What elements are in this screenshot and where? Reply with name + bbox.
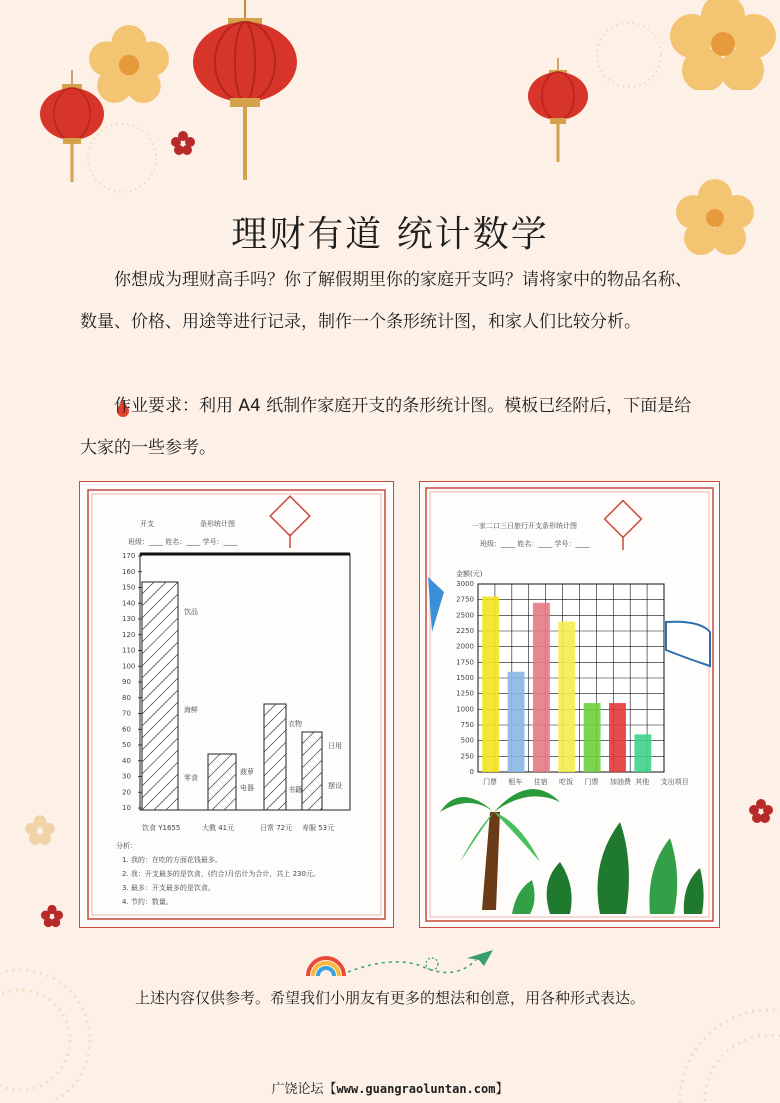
y-tick-label: 500 bbox=[460, 736, 474, 745]
x-tick-label: 其他 bbox=[635, 778, 650, 786]
analysis-line-1: 1. 我的：在吃的方面花钱最多。 bbox=[122, 856, 222, 864]
footer-url[interactable]: www.guangraoluntan.com bbox=[336, 1082, 496, 1096]
y-tick-label: 1500 bbox=[456, 674, 474, 682]
left-y-tick: 10 bbox=[122, 804, 131, 812]
analysis-line-2: 2. 我：开支最多的是饮食，(约合)月估计为合计，共上 230元。 bbox=[122, 870, 320, 878]
right-fields: 班级：____ 姓名：____ 学号：____ bbox=[480, 540, 590, 548]
left-y-tick: 170 bbox=[122, 552, 136, 560]
left-fields: 班级：____ 姓名：____ 学号：____ bbox=[128, 538, 238, 546]
left-y-ticks bbox=[122, 552, 142, 812]
flower-icon bbox=[170, 130, 196, 156]
lantern-icon bbox=[525, 58, 591, 168]
ring-icon bbox=[594, 20, 664, 90]
chart-bar bbox=[558, 622, 575, 772]
left-y-tick: 50 bbox=[122, 741, 131, 749]
y-tick-label: 3000 bbox=[456, 580, 474, 588]
x-tick-label: 门票 bbox=[483, 778, 498, 786]
rainbow-icon bbox=[306, 956, 346, 978]
side-label-9: 摆设 bbox=[328, 782, 342, 790]
y-tick-label: 1250 bbox=[456, 689, 474, 698]
right-sample-drawing bbox=[420, 482, 719, 927]
flower-icon bbox=[24, 814, 56, 846]
y-tick-label: 2750 bbox=[456, 595, 474, 604]
y-tick-label: 2000 bbox=[456, 642, 474, 651]
chart-bar bbox=[533, 603, 550, 772]
left-y-tick: 20 bbox=[122, 788, 131, 797]
sample-image-left bbox=[79, 481, 394, 928]
x-tick-label: 支出项目 bbox=[660, 778, 689, 786]
chart-bar bbox=[508, 672, 525, 772]
left-y-tick: 40 bbox=[122, 756, 131, 765]
chart-bar bbox=[482, 597, 499, 772]
left-y-tick: 100 bbox=[122, 662, 136, 671]
side-label-1: 饮品 bbox=[184, 608, 198, 616]
left-y-tick: 80 bbox=[122, 693, 131, 702]
chart-bar bbox=[609, 703, 626, 772]
y-tick-label: 1000 bbox=[456, 705, 474, 714]
side-label-2: 海鲜 bbox=[184, 706, 198, 714]
side-label-7: 书籍 bbox=[288, 786, 302, 794]
left-sample-drawing bbox=[80, 482, 393, 927]
x-tick-label: 租车 bbox=[508, 778, 523, 786]
left-y-tick: 90 bbox=[122, 678, 131, 686]
flower-icon bbox=[40, 904, 64, 928]
y-tick-label: 250 bbox=[460, 752, 474, 761]
page-title: 理财有道 统计数学 bbox=[231, 214, 549, 255]
side-label-6: 衣物 bbox=[288, 720, 302, 728]
palm-tree-illustration bbox=[440, 789, 704, 914]
y-tick-label: 750 bbox=[460, 721, 474, 729]
decor-shape-left bbox=[428, 577, 444, 632]
chart-bar bbox=[634, 734, 651, 772]
left-y-tick: 70 bbox=[122, 709, 131, 718]
right-heading: 一家二口三日旅行开支条形统计图 bbox=[472, 522, 577, 530]
analysis-title: 分析： bbox=[116, 842, 137, 850]
left-y-tick: 160 bbox=[122, 567, 136, 576]
flower-icon bbox=[668, 0, 778, 90]
decor-plane bbox=[666, 622, 710, 666]
y-tick-label: 1750 bbox=[456, 658, 474, 667]
y-tick-label: 2500 bbox=[456, 611, 474, 620]
footer-label: 广饶论坛【 bbox=[271, 1082, 337, 1097]
flower-icon bbox=[88, 24, 170, 106]
left-bar-label-1: 饮食 Y1655 bbox=[142, 824, 181, 832]
x-tick-label: 吃饭 bbox=[559, 778, 574, 786]
lantern-icon bbox=[190, 0, 300, 190]
y-tick-label: 0 bbox=[469, 768, 474, 776]
right-chart-xlabels bbox=[483, 777, 689, 786]
y-tick-label: 2250 bbox=[456, 627, 474, 635]
side-label-5: 电器 bbox=[240, 784, 254, 792]
sample-image-right bbox=[419, 481, 720, 928]
left-y-tick: 60 bbox=[122, 725, 131, 734]
paper-plane-icon bbox=[466, 948, 494, 968]
left-y-tick: 140 bbox=[122, 599, 136, 608]
requirement-paragraph: 作业要求：利用 A4 纸制作家庭开支的条形统计图。模板已经附后，下面是给大家的一些参考。 bbox=[80, 396, 692, 458]
left-y-tick: 110 bbox=[122, 646, 136, 655]
left-bar-label-4: 寿服 53元 bbox=[302, 824, 335, 832]
knot-icon bbox=[605, 501, 642, 538]
side-label-4: 菠萝 bbox=[240, 768, 254, 776]
left-heading: 开支 bbox=[140, 520, 154, 528]
left-y-tick: 150 bbox=[122, 583, 136, 592]
analysis-line-3: 3. 最多：开支最多的是饮食。 bbox=[122, 884, 215, 892]
x-tick-label: 门票 bbox=[584, 778, 599, 786]
ring-icon bbox=[84, 120, 160, 196]
left-y-tick: 30 bbox=[122, 772, 131, 781]
chart-bar bbox=[584, 703, 601, 772]
closing-note: 上述内容仅供参考。希望我们小朋友有更多的想法和创意，用各种形式表达。 bbox=[134, 989, 645, 1007]
analysis-line-4: 4. 节约：数量。 bbox=[122, 898, 173, 906]
footer-close: 】 bbox=[495, 1082, 509, 1097]
footer bbox=[0, 1078, 780, 1097]
x-tick-label: 加油费 bbox=[609, 778, 631, 786]
left-bar-label-3: 日常 72元 bbox=[260, 824, 293, 832]
x-tick-label: 住宿 bbox=[533, 778, 548, 786]
left-y-tick: 130 bbox=[122, 615, 136, 623]
left-y-tick: 120 bbox=[122, 630, 136, 639]
side-label-8: 日用 bbox=[328, 742, 342, 750]
intro-paragraph: 你想成为理财高手吗？你了解假期里你的家庭开支吗？请将家中的物品名称、数量、价格、用途等进行记录，制作一个条形统计图，和家人们比较分析。 bbox=[80, 270, 692, 332]
knot-icon bbox=[270, 496, 310, 536]
right-y-axis-label: 金额(元) bbox=[456, 570, 483, 578]
left-bar-label-2: 大教 41元 bbox=[202, 824, 235, 832]
left-subheading: 条形统计图 bbox=[200, 520, 235, 528]
flower-icon bbox=[748, 798, 774, 824]
side-label-3: 零食 bbox=[184, 774, 198, 782]
